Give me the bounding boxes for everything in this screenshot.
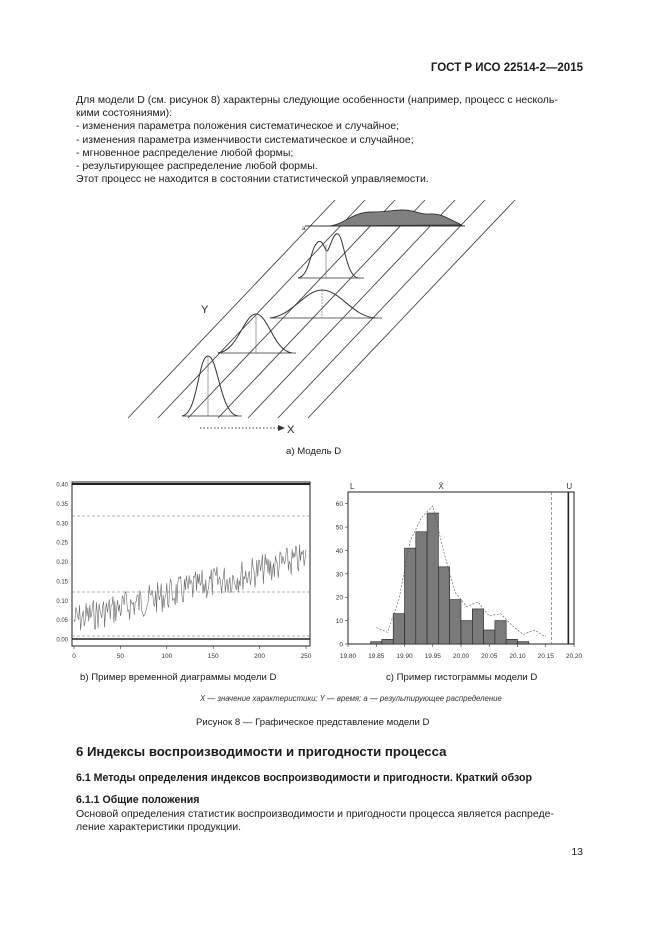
x-tick-label: 100	[161, 653, 173, 660]
x-tick-label: 20.10	[509, 653, 526, 660]
intro-line: Для модели D (см. рисунок 8) характерны следующие особенности (например, процесс с несколь-	[76, 94, 558, 106]
y-axis-label: Y	[201, 304, 209, 316]
time-chart	[44, 478, 314, 668]
y-tick-label: 30	[335, 571, 343, 579]
x-tick-label: 19.80	[339, 653, 357, 660]
intro-paragraph	[76, 94, 586, 186]
x-tick-label: 250	[300, 653, 312, 660]
histogram-bar	[495, 621, 506, 644]
figure-caption: Рисунок 8 — Графическое представление модели D	[196, 717, 430, 728]
bimodal-curve	[298, 234, 358, 278]
y-tick-label: 50	[335, 524, 343, 532]
subsubsection-heading: 6.1.1 Общие положения	[76, 794, 200, 806]
y-tick-label: 0.25	[56, 540, 68, 547]
histogram-bar	[484, 630, 495, 644]
histogram-x-ticks	[339, 641, 583, 660]
caption-a: a) Модель D	[286, 446, 342, 457]
x-tick-label: 0	[72, 653, 76, 660]
histogram-bar	[472, 609, 483, 644]
y-tick-label: 0.00	[56, 637, 68, 644]
standard-header: ГОСТ Р ИСО 22514-2—2015	[430, 62, 583, 74]
resultant-label: a	[302, 226, 306, 232]
narrow-normal-curve	[182, 356, 238, 416]
legend-note: X — значение характеристики; Y — время; a — результирующее распределение	[200, 694, 502, 703]
y-tick-label: 0	[339, 641, 343, 649]
x-axis-label: X	[287, 424, 295, 436]
histogram-y-ticks	[336, 501, 348, 648]
y-tick-label: 40	[335, 547, 343, 555]
histogram-chart	[318, 478, 588, 668]
lower-limit-label: L	[350, 482, 355, 491]
histogram-bar	[393, 614, 404, 644]
histogram-bar	[371, 642, 382, 644]
caption-c: c) Пример гистограммы модели D	[386, 672, 538, 683]
y-tick-label: 20	[335, 594, 343, 602]
time-chart-x-ticks	[72, 646, 312, 660]
x-tick-label: 19.95	[424, 653, 441, 660]
y-tick-label: 0.20	[56, 560, 68, 566]
histogram-bar	[506, 639, 517, 644]
histogram-bar	[461, 621, 472, 644]
x-tick-label: 20.00	[452, 653, 470, 660]
wide-normal-curve	[270, 290, 375, 318]
histogram-bar	[518, 642, 529, 644]
y-tick-label: 0.30	[56, 521, 68, 528]
x-tick-label: 19.85	[368, 653, 385, 660]
mean-label: X̄	[438, 482, 444, 491]
y-tick-label: 60	[335, 501, 343, 509]
section-body	[76, 808, 586, 834]
histogram-bar	[450, 600, 461, 644]
section-heading: 6 Индексы воспроизводимости и пригодности процесса	[76, 744, 447, 759]
histogram-bar	[416, 532, 427, 644]
intro-bullet: - мгновенное распределение любой формы;	[76, 146, 294, 159]
model-d-diagram	[120, 190, 520, 440]
y-tick-label: 10	[335, 618, 343, 626]
page-number: 13	[571, 846, 583, 858]
x-tick-label: 20.15	[537, 653, 554, 660]
x-tick-label: 50	[116, 653, 125, 660]
y-tick-label: 0.35	[56, 501, 68, 508]
x-tick-label: 20.05	[481, 653, 498, 660]
caption-b: b) Пример временной диаграммы модели D	[80, 672, 277, 683]
y-tick-label: 0.15	[56, 579, 68, 586]
x-tick-label: 150	[207, 653, 219, 660]
intro-bullet: - результирующее распределение любой формы.	[76, 160, 318, 173]
x-tick-label: 19.90	[396, 653, 413, 660]
x-tick-label: 20.20	[565, 653, 583, 660]
intro-bullet: - изменения параметра положения систематическое и случайное;	[76, 120, 400, 133]
body-line: ление характеристики продукции.	[76, 821, 242, 834]
x-tick-label: 200	[254, 653, 266, 660]
body-line: Основой определения статистик воспроизводимости и пригодности процесса является распреде-	[76, 808, 554, 820]
histogram-bar	[438, 567, 449, 644]
histogram-bar	[382, 639, 393, 644]
y-tick-label: 0.05	[56, 618, 68, 625]
x-arrow-icon	[278, 425, 285, 431]
intro-bullet: - изменения параметра изменчивости систематическое и случайное;	[76, 133, 414, 146]
intro-line: кими состояниями):	[76, 107, 172, 120]
time-chart-y-ticks	[56, 483, 68, 644]
upper-limit-label: U	[566, 482, 573, 491]
y-tick-label: 0.40	[56, 482, 68, 489]
subsection-heading: 6.1 Методы определения индексов воспроизводимости и пригодности. Краткий обзор	[76, 772, 532, 784]
intro-line: Этот процесс не находится в состоянии статистической управляемости.	[76, 173, 429, 186]
y-tick-label: 0.10	[56, 598, 68, 605]
resultant-distribution-shape	[330, 210, 462, 226]
histogram-bar	[427, 513, 438, 644]
diagonal-lines	[128, 200, 515, 418]
